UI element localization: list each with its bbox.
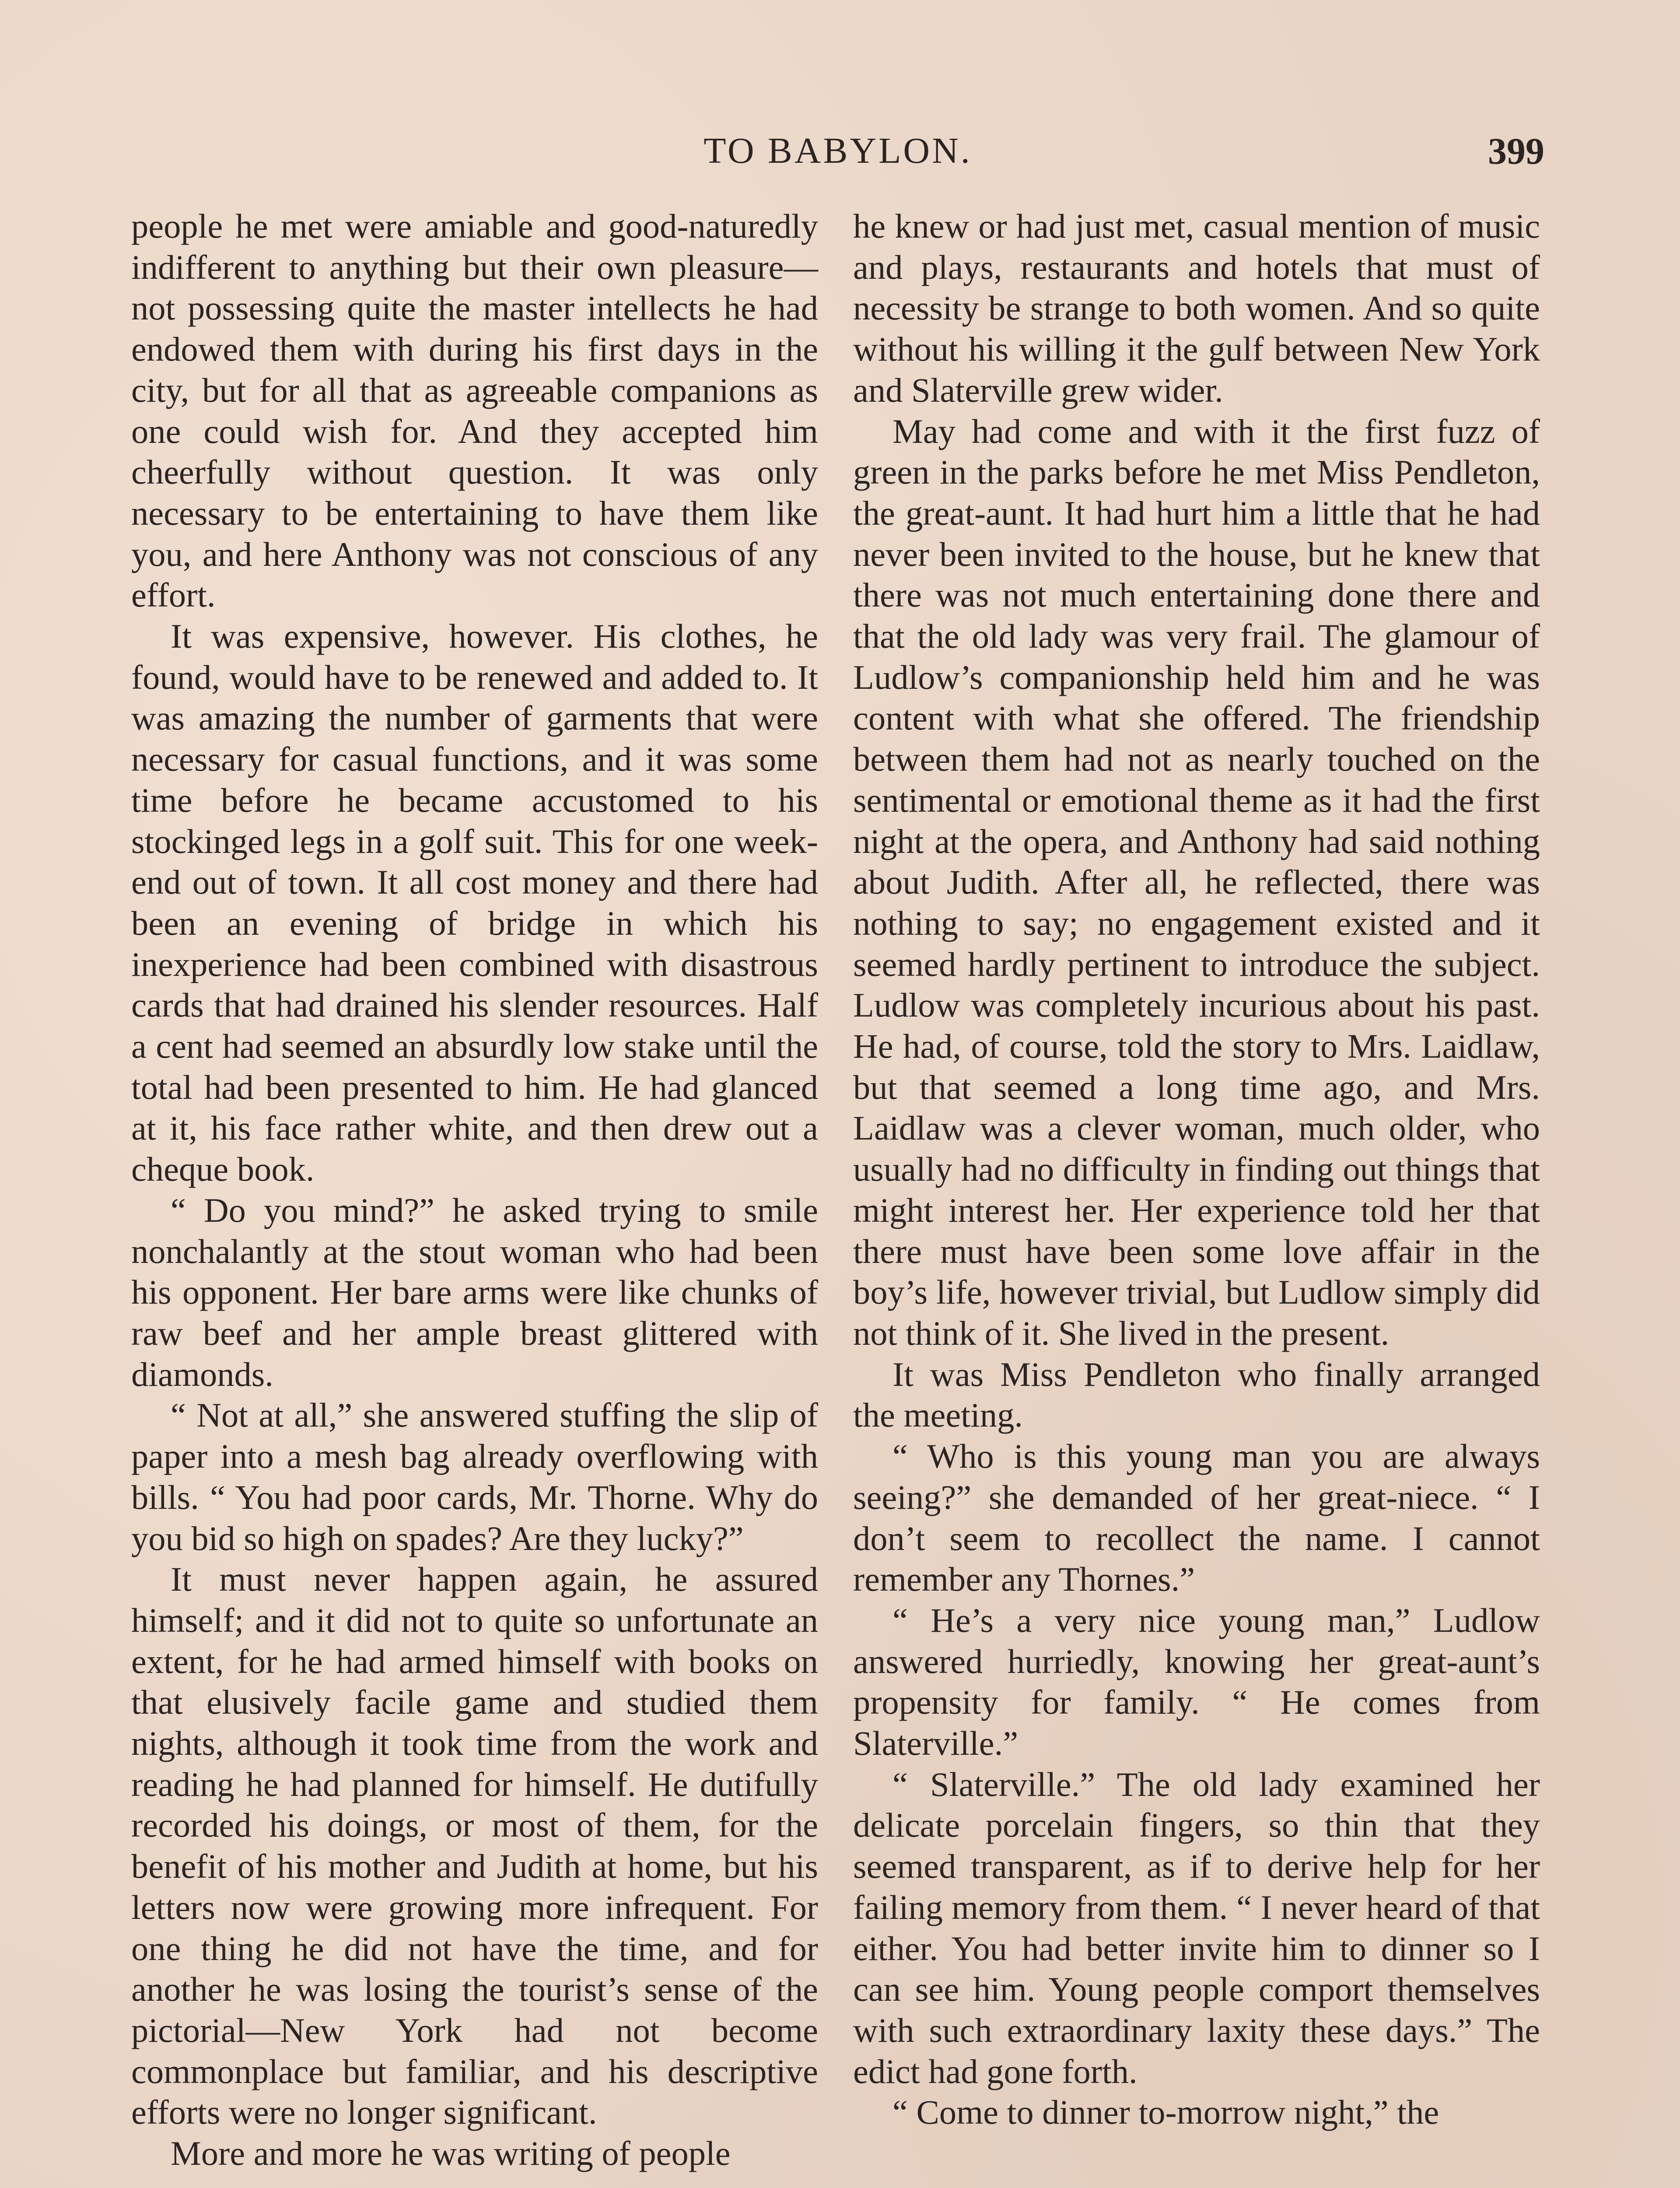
paragraph: “ Slaterville.” The old lady examined her delicate porcelain fingers, so thin that they seemed transparent, as if to derive help for her failing memory from them. “ I never heard of that either. You had better invite him to dinner so I can see him. Young people comport themselves with such extraordinary laxity these days.” The edict had gone forth. [853,1765,1540,2090]
paragraph: “ Do you mind?” he asked trying to smile nonchalantly at the stout woman who had been his opponent. Her bare arms were like chunks of raw beef and her ample breast glittered with diamonds. [131,1191,818,1393]
paragraph: “ Who is this young man you are always seeing?” she demanded of her great-niece. “ I don’t seem to recollect the name. I cannot remember any Thornes.” [853,1437,1540,1599]
paragraph: More and more he was writing of people [171,2134,731,2173]
paragraph: May had come and with it the first fuzz of green in the parks before he met Miss Pendleton, the great-aunt. It had hurt him a little that he had never been invited to the house, but he knew that there was not much entertaining done there and that the old lady was very frail. The glamour of Ludlow’s companionship held him and he was content with what she offered. The friendship between them had not as nearly touched on the sentimental or emotional theme as it had the first night at the opera, and Anthony had said nothing about Judith. After all, he reflected, there was nothing to say; no engagement existed and it seemed hardly pertinent to introduce the subject. Ludlow was completely incurious about his past. He had, of course, told the story to Mrs. Laidlaw, but that seemed a long time ago, and Mrs. Laidlaw was a clever woman, much older, who usually had no difficulty in finding out things that might interest her. Her experience told her that there must have been some love affair in the boy’s life, however trivial, but Ludlow simply did not think of it. She lived in the present. [853,412,1540,1352]
page-number: 399 [1488,130,1544,172]
paragraph: he knew or had just met, casual mention of music and plays, restaurants and hotels that must of necessity be strange to both women. And so quite without his willing it the gulf between New York and Slaterville grew wider. [853,207,1540,409]
paragraph: people he met were amiable and good-naturedly indifferent to anything but their own pleasure—not possessing quite the master intellects he had endowed them with during his first days in the city, but for all that as agreeable companions as one could wish for. And they accepted him cheerfully without question. It was only necessary to be entertaining to have them like you, and here Anthony was not conscious of any effort. [131,207,818,614]
running-title: TO BABYLON. [704,130,972,171]
paragraph: “ Come to dinner to-morrow night,” the [892,2093,1439,2132]
paragraph: It must never happen again, he assured himself; and it did not to quite so unfortunate an extent, for he had armed himself with books on that elusively facile game and studied them nights, although it took time from the work and reading he had planned for himself. He dutifully recorded his doings, or most of them, for the benefit of his mother and Judith at home, but his letters now were growing more infrequent. For one thing he did not have the time, and for another he was losing the tourist’s sense of the pictorial—New York had not become commonplace but familiar, and his descriptive efforts were no longer significant. [131,1560,818,2132]
right-column [853,206,1540,2133]
paragraph: “ He’s a very nice young man,” Ludlow answered hurriedly, knowing her great-aunt’s propensity for family. “ He comes from Slaterville.” [853,1601,1540,1763]
paragraph: “ Not at all,” she answered stuffing the slip of paper into a mesh bag already overflowing with bills. “ You had poor cards, Mr. Thorne. Why do you bid so high on spades? Are they lucky?” [131,1396,818,1557]
paragraph: It was expensive, however. His clothes, he found, would have to be renewed and added to. It was amazing the number of garments that were necessary for casual functions, and it was some time before he became accustomed to his stockinged legs in a golf suit. This for one week-end out of town. It all cost money and there had been an evening of bridge in which his inexperience had been combined with disastrous cards that had drained his slender resources. Half a cent had seemed an absurdly low stake until the total had been presented to him. He had glanced at it, his face rather white, and then drew out a cheque book. [131,617,818,1189]
page-header [131,127,1544,184]
left-column [131,206,818,2174]
paragraph: It was Miss Pendleton who finally arranged the meeting. [853,1355,1540,1434]
